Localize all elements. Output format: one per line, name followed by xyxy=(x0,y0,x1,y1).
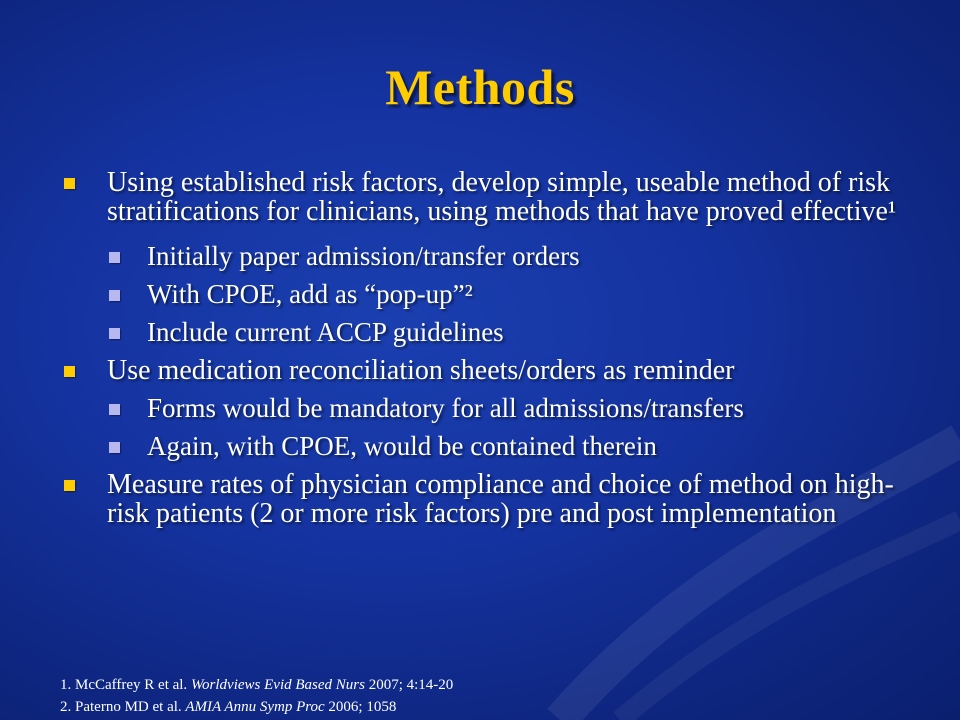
sub-bullet-text: Forms would be mandatory for all admissions/transfers xyxy=(147,393,744,423)
bullet-text: Using established risk factors, develop simple, useable method of risk stratifications for clinicians, using methods that have proved effective¹ xyxy=(107,167,897,227)
bullet-text: Measure rates of physician compliance and choice of method on high-risk patients (2 or more risk factors) pre and post implementation xyxy=(107,469,894,529)
bullet-item xyxy=(60,470,910,528)
bullet-text: Use medication reconciliation sheets/orders as reminder xyxy=(107,355,735,386)
bullet-item xyxy=(60,356,910,385)
square-bullet-icon xyxy=(109,442,120,453)
sub-bullet-text: Again, with CPOE, would be contained therein xyxy=(147,431,657,461)
sub-bullet-text: With CPOE, add as “pop-up”² xyxy=(147,279,473,309)
sub-bullet-text: Initially paper admission/transfer orders xyxy=(147,241,580,271)
reference-1: 1. McCaffrey R et al. Worldviews Evid Based Nurs 2007; 4:14-20 xyxy=(60,677,454,693)
square-bullet-icon xyxy=(109,252,120,263)
sub-bullet-item xyxy=(60,432,910,461)
sub-bullet-text: Include current ACCP guidelines xyxy=(147,317,504,347)
square-bullet-icon xyxy=(109,290,120,301)
square-bullet-icon xyxy=(109,404,120,415)
references xyxy=(60,674,453,718)
sub-bullet-item xyxy=(60,394,910,423)
sub-bullet-item xyxy=(60,318,910,347)
sub-bullet-item xyxy=(60,242,910,271)
sub-bullet-item xyxy=(60,280,910,309)
slide-title: Methods xyxy=(385,59,575,115)
square-bullet-icon xyxy=(64,480,75,491)
square-bullet-icon xyxy=(64,366,75,377)
square-bullet-icon xyxy=(109,328,120,339)
reference-2: 2. Paterno MD et al. AMIA Annu Symp Proc 2006; 1058 xyxy=(60,699,397,715)
bullet-item xyxy=(60,168,910,226)
bullet-list xyxy=(60,168,910,528)
square-bullet-icon xyxy=(64,178,75,189)
